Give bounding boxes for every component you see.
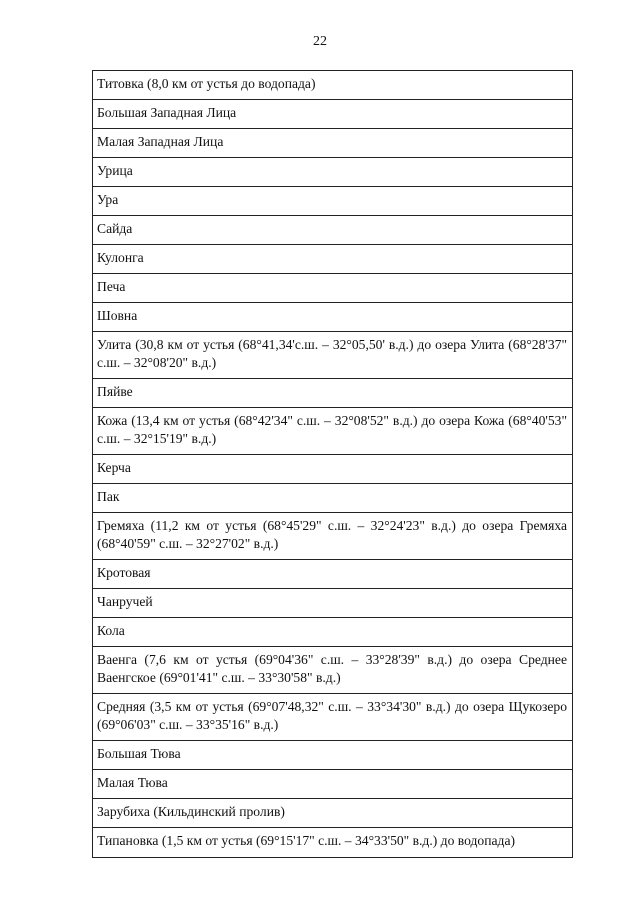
table-row: Кола [93, 618, 572, 647]
table-row: Типановка (1,5 км от устья (69°15'17" с.ш. – 34°33'50" в.д.) до водопада) [97, 833, 516, 848]
table-row: Малая Тюва [93, 770, 572, 799]
table-row: Чанручей [93, 589, 572, 618]
table-row: Средняя (3,5 км от устья (69°07'48,32" с.ш. – 33°34'30" в.д.) до озера Щукозеро (69°06'03" с.ш. – 33°35'16" в.д.) [93, 694, 572, 741]
table-row: Большая Тюва [93, 741, 572, 770]
table-row: Урица [93, 158, 572, 187]
table-row: Кожа (13,4 км от устья (68°42'34" с.ш. – 32°08'52" в.д.) до озера Кожа (68°40'53" с.ш. – 32°15'19" в.д.) [93, 408, 572, 455]
table-row: Пяйве [93, 379, 572, 408]
page-number: 22 [313, 34, 327, 49]
table-row: Большая Западная Лица [93, 100, 572, 129]
table-row: Кулонга [93, 245, 572, 274]
table-row: Ваенга (7,6 км от устья (69°04'36" с.ш. – 33°28'39" в.д.) до озера Среднее Ваенгское (69°01'41" с.ш. – 33°30'58" в.д.) [93, 647, 572, 694]
rivers-table [92, 70, 573, 858]
table-row: Улита (30,8 км от устья (68°41,34'с.ш. – 32°05,50' в.д.) до озера Улита (68°28'37" с.ш. – 32°08'20" в.д.) [93, 332, 572, 379]
table-row: Керча [93, 455, 572, 484]
table-row: Пак [93, 484, 572, 513]
table-row: Сайда [93, 216, 572, 245]
table-row: Кротовая [93, 560, 572, 589]
table-row: Ура [93, 187, 572, 216]
table-row: Печа [93, 274, 572, 303]
table-row: Малая Западная Лица [93, 129, 572, 158]
table-row: Гремяха (11,2 км от устья (68°45'29" с.ш. – 32°24'23" в.д.) до озера Гремяха (68°40'59" с.ш. – 32°27'02" в.д.) [93, 513, 572, 560]
table-row: Зарубиха (Кильдинский пролив) [93, 799, 572, 828]
table-row: Титовка (8,0 км от устья до водопада) [93, 71, 572, 100]
table-row: Шовна [93, 303, 572, 332]
